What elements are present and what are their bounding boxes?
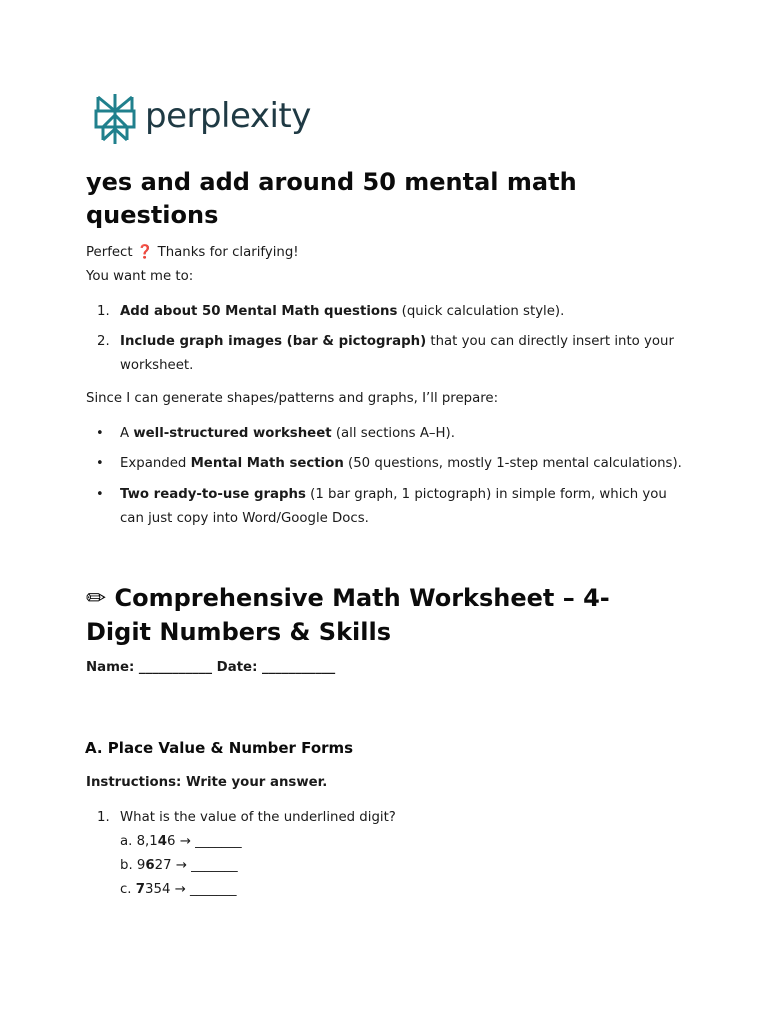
list-item <box>120 330 680 378</box>
bullet-icon: • <box>96 487 104 502</box>
question-text: What is the value of the underlined digit? <box>120 810 396 825</box>
list-item-bold: Two ready-to-use graphs <box>120 487 306 502</box>
section-a-title: A. Place Value & Number Forms <box>85 739 354 757</box>
part-prefix: b. 9 <box>120 858 146 873</box>
bullet-icon: • <box>96 456 104 471</box>
list-item-bold: Include graph images (bar & pictograph) <box>120 334 427 349</box>
list-item-text: that you can directly insert into your worksheet. <box>120 334 674 373</box>
list-item-text: (1 bar graph, 1 pictograph) in simple form, which you can just copy into Word/Google Docs. <box>120 487 667 526</box>
underlined-digit: 7 <box>135 882 146 897</box>
list-item-bold: well-structured worksheet <box>133 426 332 441</box>
list-item <box>120 452 720 476</box>
intro-line-2: You want me to: <box>86 269 194 284</box>
question-part <box>120 878 237 902</box>
list-number: 1. <box>97 304 110 319</box>
question-number: 1. <box>97 810 110 825</box>
brand-wordmark: perplexity <box>145 96 311 136</box>
list-item-prefix: A <box>120 426 134 441</box>
list-item <box>120 422 690 446</box>
worksheet-title: ✏ Comprehensive Math Worksheet – 4-Digit Numbers & Skills <box>86 584 610 646</box>
list-item-bold: Add about 50 Mental Math questions <box>120 304 398 319</box>
section-a-instructions: Instructions: Write your answer. <box>86 775 328 790</box>
part-prefix: c. <box>120 882 136 897</box>
question-part <box>120 830 242 854</box>
list-item <box>120 300 690 324</box>
part-suffix: 354 → _______ <box>145 882 237 897</box>
page-title: yes and add around 50 mental math questions <box>86 168 577 229</box>
underlined-digit: 4 <box>157 834 168 849</box>
part-prefix: a. 8,1 <box>120 834 158 849</box>
list-item-bold: Mental Math section <box>190 456 344 471</box>
part-suffix: 27 → _______ <box>154 858 238 873</box>
bullet-icon: • <box>96 426 104 441</box>
list-item-text: (all sections A–H). <box>331 426 455 441</box>
list-item-prefix: Expanded <box>120 456 191 471</box>
perplexity-logo-icon <box>94 93 136 145</box>
list-item <box>120 483 680 531</box>
brand-logo <box>94 93 311 145</box>
name-date-line: Name: ___________ Date: ___________ <box>86 660 336 675</box>
prepare-intro: Since I can generate shapes/patterns and graphs, I’ll prepare: <box>86 391 499 406</box>
underlined-digit: 6 <box>145 858 155 873</box>
list-number: 2. <box>97 334 110 349</box>
intro-line-1: Perfect ❓ Thanks for clarifying! <box>86 245 299 260</box>
question-part <box>120 854 238 878</box>
list-item-text: (50 questions, mostly 1-step mental calculations). <box>343 456 682 471</box>
list-item-text: (quick calculation style). <box>397 304 565 319</box>
part-suffix: 6 → _______ <box>167 834 242 849</box>
